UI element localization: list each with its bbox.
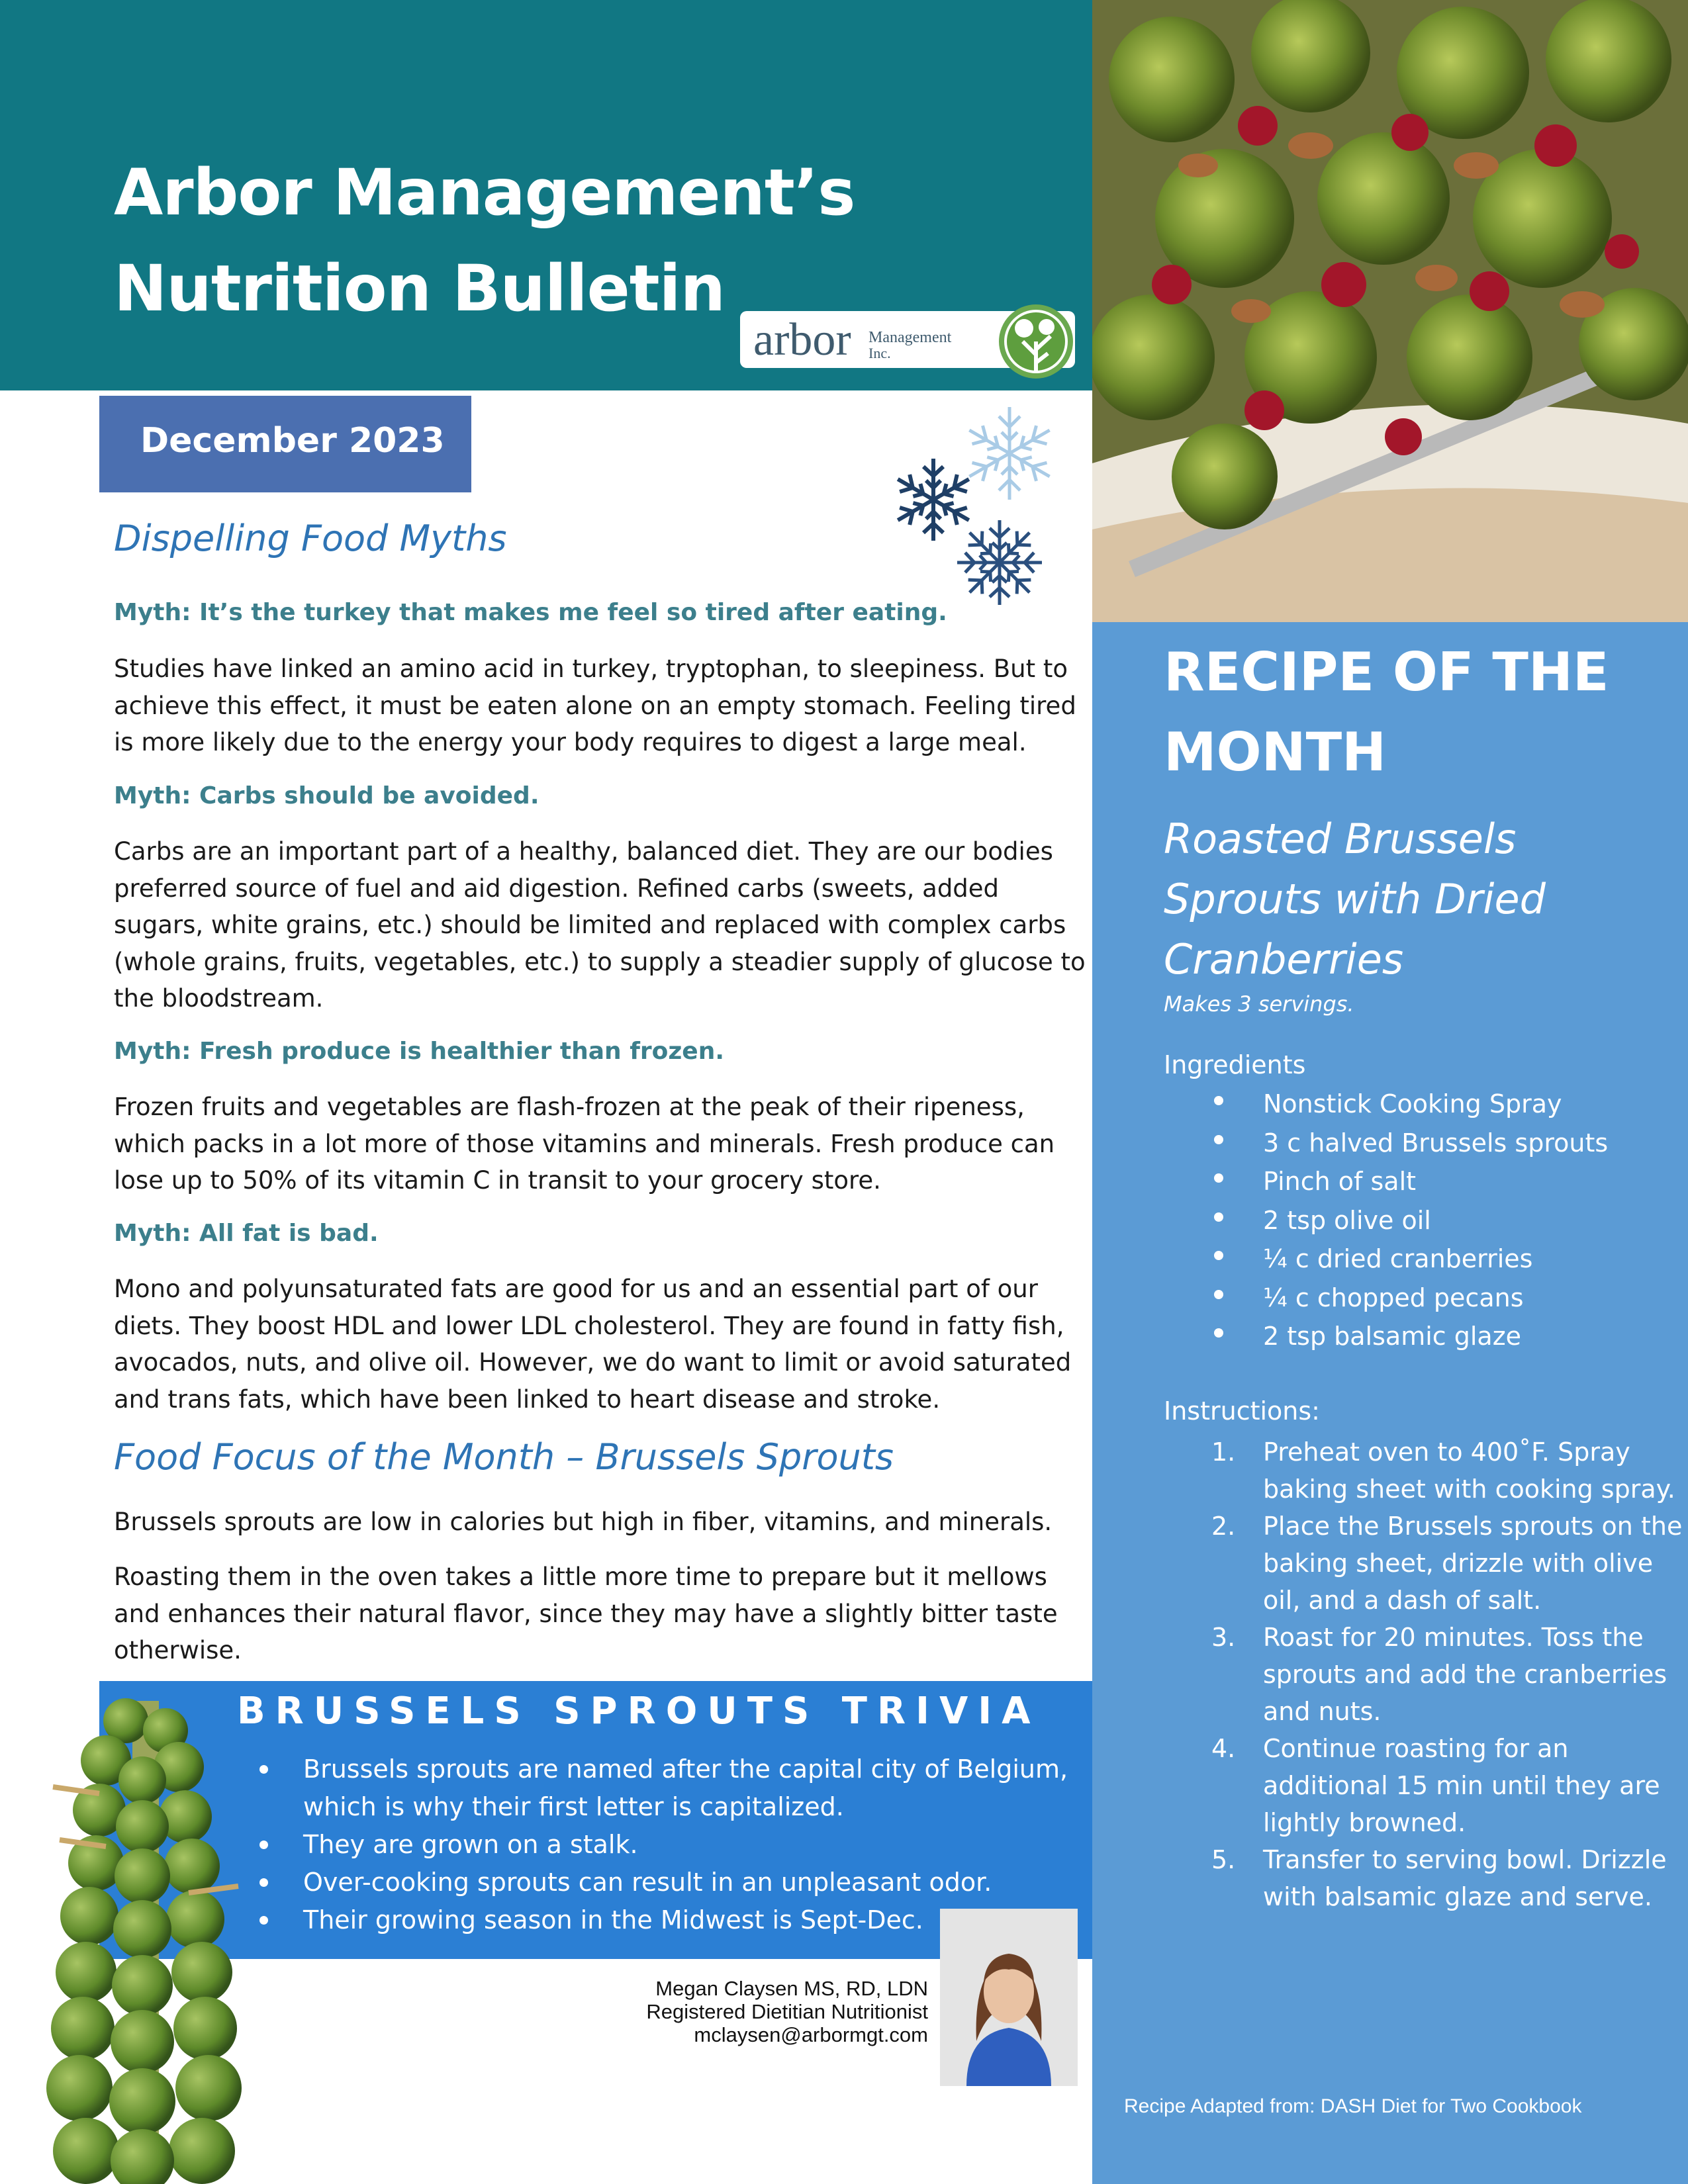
- bullet-icon: [1214, 1135, 1223, 1144]
- recipe-section-heading: RECIPE OF THE MONTH: [1164, 641, 1609, 783]
- step-text: Continue roasting for an additional 15 min until they are lightly browned.: [1263, 1734, 1660, 1837]
- ingredient-item: ¼ c chopped pecans: [1164, 1283, 1640, 1322]
- bullet-icon: [1214, 1290, 1223, 1299]
- step-number: 5.: [1211, 1845, 1236, 1874]
- ingredient-item: Pinch of salt: [1164, 1167, 1640, 1206]
- trivia-item: Their growing season in the Midwest is Sept-Dec.: [259, 1901, 1087, 1939]
- myths-section-heading: Dispelling Food Myths: [114, 518, 507, 559]
- recipe-title: Roasted Brussels Sprouts with Dried Cranberries: [1164, 815, 1546, 983]
- instructions-label: Instructions:: [1164, 1396, 1320, 1426]
- myth-statement: Myth: It’s the turkey that makes me feel so tired after eating.: [114, 599, 947, 626]
- myth-statement: Myth: Carbs should be avoided.: [114, 782, 539, 809]
- brussels-sprouts-dish-photo: [1092, 0, 1688, 622]
- food-focus-paragraph: Brussels sprouts are low in calories but high in fiber, vitamins, and minerals.: [114, 1508, 1053, 1536]
- author-email: mclaysen@arbormgt.com: [694, 2023, 928, 2046]
- step-text: Preheat oven to 400˚F. Spray baking sheet with cooking spray.: [1263, 1437, 1675, 1504]
- instruction-step: [1164, 1841, 1687, 1915]
- page-title-line-2: Nutrition Bulletin: [114, 251, 725, 326]
- bullet-icon: [1214, 1328, 1223, 1338]
- recipe-servings: Makes 3 servings.: [1164, 991, 1354, 1017]
- logo-management-text: Management: [868, 329, 952, 346]
- myth-statement: Myth: All fat is bad.: [114, 1220, 379, 1247]
- snowflakes-icon: [887, 397, 1066, 615]
- myth-explanation: Studies have linked an amino acid in turkey, tryptophan, to sleepiness. But to achieve this effect, it must be eaten alone on an empty stomach. Feeling tired is more likely due to the energy your body requires to digest a large meal.: [114, 655, 1076, 756]
- page-title-line-1: Arbor Management’s: [114, 156, 855, 230]
- myth-explanation: Frozen fruits and vegetables are flash-frozen at the peak of their ripeness, which packs in a lot more of those vitamins and minerals. Fresh produce can lose up to 50% of its vitamin C in transit to your grocery store.: [114, 1093, 1055, 1195]
- instruction-step: [1164, 1433, 1687, 1508]
- trivia-title: BRUSSELS SPROUTS TRIVIA: [237, 1690, 1041, 1733]
- step-text: Transfer to serving bowl. Drizzle with balsamic glaze and serve.: [1263, 1845, 1667, 1911]
- bullet-icon: [1214, 1173, 1223, 1183]
- author-title: Registered Dietitian Nutritionist: [646, 2000, 928, 2023]
- myth-explanation: Carbs are an important part of a healthy, balanced diet. They are our bodies preferred source of fuel and aid digestion. Refined carbs (sweets, added sugars, white grains, etc.) should be limited and replaced with complex carbs (whole grains, fruits, vegetables, etc.) to supply a steadier supply of glucose to the bloodstream.: [114, 837, 1086, 1013]
- brussels-sprouts-stalk-image: [26, 1694, 265, 2184]
- author-headshot: [940, 1909, 1078, 2086]
- ingredient-item: Nonstick Cooking Spray: [1164, 1089, 1640, 1128]
- ingredient-item: 3 c halved Brussels sprouts: [1164, 1128, 1640, 1167]
- ingredients-list: [1164, 1089, 1640, 1361]
- ingredient-item: ¼ c dried cranberries: [1164, 1244, 1640, 1283]
- food-focus-paragraph: Roasting them in the oven takes a little more time to prepare but it mellows and enhances their natural flavor, since they may have a slightly bitter taste otherwise.: [114, 1563, 1058, 1664]
- step-text: Place the Brussels sprouts on the baking sheet, drizzle with olive oil, and a dash of salt.: [1263, 1512, 1683, 1615]
- trivia-item: Brussels sprouts are named after the capital city of Belgium, which is why their first letter is capitalized.: [259, 1751, 1087, 1826]
- bullet-icon: [1214, 1251, 1223, 1260]
- ingredients-label: Ingredients: [1164, 1050, 1306, 1079]
- step-number: 2.: [1211, 1512, 1236, 1541]
- tree-logo-icon: [996, 302, 1076, 381]
- ingredient-item: 2 tsp balsamic glaze: [1164, 1322, 1640, 1361]
- bullet-icon: [1214, 1096, 1223, 1105]
- myth-statement: Myth: Fresh produce is healthier than frozen.: [114, 1038, 725, 1065]
- instruction-step: [1164, 1619, 1687, 1730]
- logo-inc-text: Inc.: [868, 345, 891, 361]
- bullet-icon: [1214, 1212, 1223, 1222]
- food-focus-heading: Food Focus of the Month – Brussels Sprouts: [114, 1436, 894, 1478]
- trivia-item: They are grown on a stalk.: [259, 1826, 1087, 1864]
- logo-wordmark: arbor: [753, 314, 851, 365]
- myth-explanation: Mono and polyunsaturated fats are good for us and an essential part of our diets. They boost HDL and lower LDL cholesterol. They are found in fatty fish, avocados, nuts, and olive oil. However, we do want to limit or avoid saturated and trans fats, which have been linked to heart disease and stroke.: [114, 1275, 1072, 1414]
- author-name: Megan Claysen MS, RD, LDN: [655, 1977, 928, 2000]
- trivia-item: Over-cooking sprouts can result in an unpleasant odor.: [259, 1864, 1087, 1901]
- recipe-source-credit: Recipe Adapted from: DASH Diet for Two Cookbook: [1124, 2095, 1582, 2117]
- instruction-step: [1164, 1508, 1687, 1619]
- step-number: 1.: [1211, 1437, 1236, 1467]
- step-number: 4.: [1211, 1734, 1236, 1763]
- step-number: 3.: [1211, 1623, 1236, 1652]
- ingredient-item: 2 tsp olive oil: [1164, 1206, 1640, 1245]
- step-text: Roast for 20 minutes. Toss the sprouts and add the cranberries and nuts.: [1263, 1623, 1667, 1726]
- instruction-step: [1164, 1730, 1687, 1841]
- instructions-list: [1164, 1433, 1683, 1915]
- issue-date: December 2023: [140, 421, 445, 461]
